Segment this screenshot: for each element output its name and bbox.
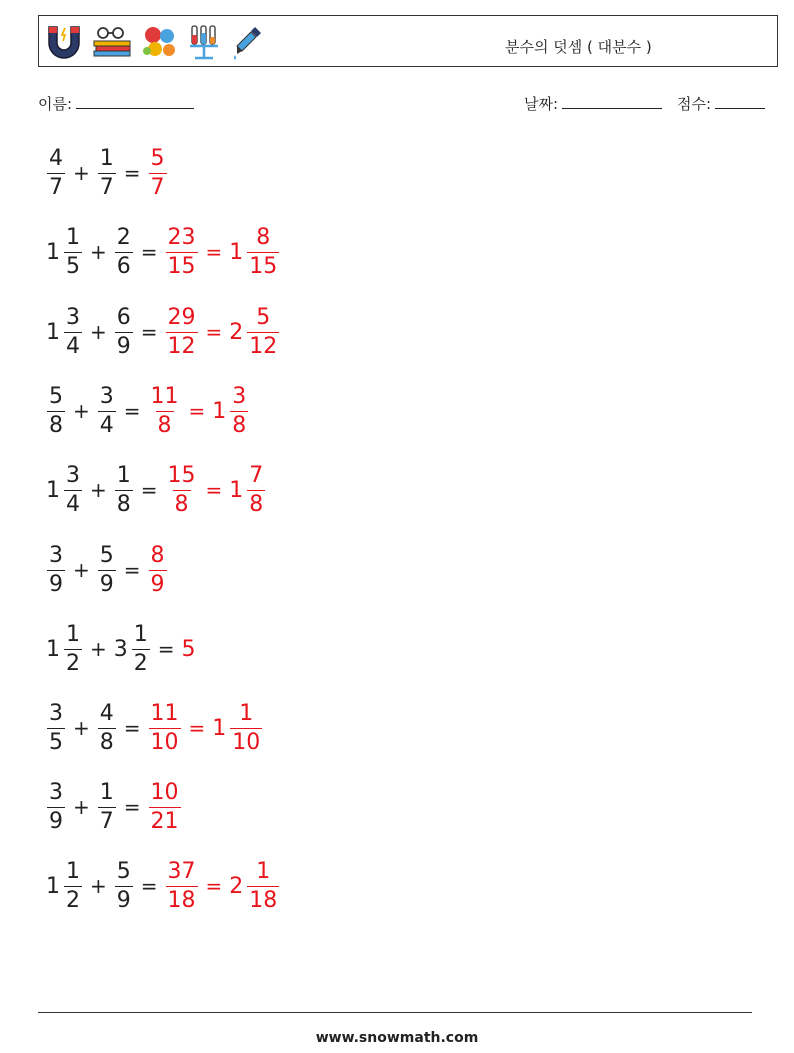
- answer-denominator: 9: [150, 571, 165, 597]
- answer-number: [227, 304, 282, 359]
- answer-denominator: 18: [167, 887, 196, 913]
- addend-b-denominator: 9: [116, 333, 131, 359]
- addend-b-denominator: 2: [133, 650, 148, 676]
- addend-b-fraction: [132, 621, 150, 676]
- answer-numerator: 10: [150, 779, 179, 805]
- plus-sign: +: [90, 240, 107, 264]
- answer-numerator: 11: [150, 700, 179, 726]
- addend-a-denominator: 5: [66, 253, 80, 279]
- answer-fraction: [166, 304, 198, 359]
- addend-b-denominator: 7: [99, 808, 114, 834]
- addend-a-fraction: [47, 700, 65, 755]
- addend-b-numerator: 4: [99, 700, 114, 726]
- date-field: [524, 93, 662, 114]
- addend-b-number: [112, 462, 136, 517]
- problem-row: [44, 614, 197, 684]
- plus-sign: +: [90, 478, 107, 502]
- addend-a-number: [44, 462, 85, 517]
- addend-a-number: [44, 383, 68, 438]
- addend-b-number: [95, 779, 119, 834]
- equals-sign: =: [157, 637, 175, 661]
- addend-a-number: [44, 542, 68, 597]
- addend-a-denominator: 2: [66, 887, 80, 913]
- addend-a-denominator: 4: [66, 333, 80, 359]
- glasses-books-icon: [91, 23, 133, 61]
- addend-b-number: [112, 621, 153, 676]
- equals-sign: =: [123, 399, 141, 423]
- addend-b-number: [112, 858, 136, 913]
- answer: [163, 858, 283, 913]
- addend-a-whole: 1: [46, 477, 60, 503]
- problem-row: [44, 535, 170, 605]
- answer-numerator: 1: [256, 858, 271, 884]
- answer-fraction: [149, 700, 181, 755]
- answer-equals-sign: =: [205, 240, 223, 264]
- name-blank[interactable]: [76, 94, 194, 109]
- addend-b-fraction: [115, 858, 133, 913]
- answer-fraction: [149, 542, 167, 597]
- addend-a-fraction: [64, 462, 82, 517]
- score-blank[interactable]: [715, 94, 765, 109]
- answer-denominator: 15: [249, 253, 278, 279]
- addend-b-numerator: 1: [99, 779, 114, 805]
- plus-sign: +: [90, 874, 107, 898]
- equals-sign: =: [140, 320, 158, 344]
- problem-row: [44, 772, 184, 842]
- addend-b-numerator: 1: [133, 621, 148, 647]
- answer: [163, 462, 269, 517]
- addend-b-number: [112, 224, 136, 279]
- answer-fraction: [149, 779, 181, 834]
- answer-denominator: 10: [232, 729, 261, 755]
- addend-a-denominator: 5: [49, 729, 63, 755]
- answer-numerator: 8: [150, 542, 165, 568]
- problem-row: [44, 851, 282, 921]
- answer-equals-sign: =: [205, 478, 223, 502]
- answer-number: [163, 304, 201, 359]
- addend-b-denominator: 8: [99, 729, 114, 755]
- answer-numerator: 5: [150, 145, 165, 171]
- addend-a-numerator: 3: [49, 542, 63, 568]
- answer-equals-sign: =: [205, 320, 223, 344]
- addend-a-numerator: 1: [66, 621, 80, 647]
- name-label: 이름:: [38, 95, 73, 113]
- answer-equals-sign: =: [188, 716, 206, 740]
- addend-a-number: [44, 779, 68, 834]
- answer-number: [180, 637, 197, 662]
- answer: [146, 779, 184, 834]
- answer-number: [146, 145, 170, 200]
- addend-b-number: [95, 700, 119, 755]
- answer-numerator: 37: [167, 858, 196, 884]
- answer-fraction: [230, 700, 262, 755]
- answer-number: [210, 700, 265, 755]
- addend-b-numerator: 1: [116, 462, 131, 488]
- answer: [146, 383, 252, 438]
- answer-fraction: [247, 224, 279, 279]
- addend-a-whole: 1: [46, 319, 60, 345]
- answer-equals-sign: =: [188, 399, 206, 423]
- answer: [163, 304, 283, 359]
- answer-whole: 1: [212, 715, 227, 741]
- answer-numerator: 8: [256, 224, 271, 250]
- answer-number: [227, 224, 282, 279]
- addend-b-denominator: 8: [116, 491, 131, 517]
- answer: [180, 637, 197, 662]
- addend-a-number: [44, 858, 85, 913]
- problem-row: [44, 376, 251, 446]
- plus-sign: +: [90, 637, 107, 661]
- answer-numerator: 11: [150, 383, 179, 409]
- plus-sign: +: [73, 558, 90, 582]
- equals-sign: =: [123, 558, 141, 582]
- answer-fraction: [166, 858, 198, 913]
- problem-row: [44, 138, 170, 208]
- addend-b-fraction: [98, 542, 116, 597]
- dropper-icon: [229, 23, 265, 61]
- addend-a-fraction: [47, 145, 65, 200]
- addend-a-denominator: 9: [49, 571, 63, 597]
- answer: [146, 145, 170, 200]
- answer-fraction: [149, 145, 167, 200]
- answer-denominator: 21: [150, 808, 179, 834]
- addend-a-numerator: 1: [66, 224, 80, 250]
- equals-sign: =: [123, 161, 141, 185]
- plus-sign: +: [90, 320, 107, 344]
- problem-row: [44, 297, 282, 367]
- answer-fraction: [247, 304, 279, 359]
- plus-sign: +: [73, 399, 90, 423]
- addend-a-number: [44, 621, 85, 676]
- answer-whole: 1: [229, 477, 244, 503]
- addend-b-numerator: 5: [116, 858, 131, 884]
- addend-a-denominator: 8: [49, 412, 63, 438]
- equals-sign: =: [140, 240, 158, 264]
- addend-a-whole: 1: [46, 873, 60, 899]
- problem-row: [44, 217, 282, 287]
- addend-a-number: [44, 304, 85, 359]
- header-icons: [45, 22, 265, 62]
- answer: [146, 700, 266, 755]
- addend-a-numerator: 5: [49, 383, 63, 409]
- answer-denominator: 8: [174, 491, 189, 517]
- plus-sign: +: [73, 161, 90, 185]
- answer-denominator: 15: [167, 253, 196, 279]
- equals-sign: =: [140, 874, 158, 898]
- answer-whole: 5: [181, 636, 196, 662]
- addend-b-number: [95, 145, 119, 200]
- footer-url: www.snowmath.com: [315, 1030, 479, 1046]
- addend-b-numerator: 2: [116, 224, 131, 250]
- addend-b-numerator: 3: [99, 383, 114, 409]
- addend-a-numerator: 3: [49, 779, 63, 805]
- equals-sign: =: [140, 478, 158, 502]
- answer-number: [163, 462, 201, 517]
- answer-number: [146, 779, 184, 834]
- answer-denominator: 12: [249, 333, 278, 359]
- addend-a-denominator: 7: [49, 174, 63, 200]
- test-tubes-icon: [187, 23, 221, 61]
- addend-b-numerator: 6: [116, 304, 131, 330]
- addend-b-numerator: 1: [99, 145, 114, 171]
- addend-b-denominator: 9: [116, 887, 131, 913]
- addend-b-fraction: [98, 779, 116, 834]
- addend-b-fraction: [98, 145, 116, 200]
- answer-numerator: 23: [167, 224, 196, 250]
- footer-divider: [38, 1012, 752, 1013]
- addend-a-numerator: 4: [49, 145, 63, 171]
- addend-a-fraction: [64, 858, 82, 913]
- addend-a-numerator: 3: [66, 462, 80, 488]
- answer-denominator: 10: [150, 729, 179, 755]
- answer: [163, 224, 283, 279]
- answer-numerator: 15: [167, 462, 196, 488]
- answer-fraction: [230, 383, 248, 438]
- problem-row: [44, 693, 265, 763]
- addend-b-denominator: 4: [99, 412, 114, 438]
- answer-number: [146, 542, 170, 597]
- answer-number: [146, 383, 184, 438]
- equals-sign: =: [123, 716, 141, 740]
- answer-fraction: [166, 224, 198, 279]
- addend-b-number: [95, 383, 119, 438]
- addend-b-denominator: 6: [116, 253, 131, 279]
- addend-a-number: [44, 145, 68, 200]
- addend-a-fraction: [64, 224, 82, 279]
- addend-a-whole: 1: [46, 636, 60, 662]
- addend-b-numerator: 5: [99, 542, 114, 568]
- addend-a-numerator: 1: [66, 858, 80, 884]
- answer-fraction: [149, 383, 181, 438]
- addend-a-numerator: 3: [66, 304, 80, 330]
- addend-a-number: [44, 700, 68, 755]
- answer-numerator: 5: [256, 304, 271, 330]
- answer-whole: 1: [212, 398, 227, 424]
- answer-whole: 2: [229, 319, 244, 345]
- answer-fraction: [166, 462, 198, 517]
- addend-a-fraction: [64, 304, 82, 359]
- answer-fraction: [247, 858, 279, 913]
- worksheet-title: 분수의 덧셈 ( 대분수 ): [505, 38, 652, 56]
- addend-a-whole: 1: [46, 239, 60, 265]
- name-field: [38, 93, 194, 114]
- equals-sign: =: [123, 795, 141, 819]
- addend-a-number: [44, 224, 85, 279]
- answer-number: [163, 224, 201, 279]
- answer-denominator: 12: [167, 333, 196, 359]
- molecule-icon: [141, 23, 179, 61]
- answer-whole: 1: [229, 239, 244, 265]
- addend-a-fraction: [47, 383, 65, 438]
- score-field: [677, 93, 765, 114]
- addend-b-number: [112, 304, 136, 359]
- answer-whole: 2: [229, 873, 244, 899]
- answer: [146, 542, 170, 597]
- date-label: 날짜:: [524, 95, 559, 113]
- addend-a-denominator: 2: [66, 650, 80, 676]
- answer-number: [227, 462, 268, 517]
- addend-a-fraction: [47, 779, 65, 834]
- answer-number: [163, 858, 201, 913]
- answer-numerator: 7: [249, 462, 264, 488]
- date-blank[interactable]: [562, 94, 662, 109]
- answer-numerator: 3: [232, 383, 247, 409]
- answer-numerator: 29: [167, 304, 196, 330]
- addend-b-fraction: [115, 224, 133, 279]
- addend-b-fraction: [115, 304, 133, 359]
- answer-denominator: 18: [249, 887, 278, 913]
- problem-row: [44, 455, 268, 525]
- plus-sign: +: [73, 716, 90, 740]
- plus-sign: +: [73, 795, 90, 819]
- answer-number: [227, 858, 282, 913]
- score-label: 점수:: [677, 95, 712, 113]
- worksheet-header: [38, 15, 778, 67]
- answer-number: [210, 383, 251, 438]
- addend-b-whole: 3: [113, 636, 128, 662]
- addend-a-numerator: 3: [49, 700, 63, 726]
- answer-denominator: 8: [249, 491, 264, 517]
- answer-number: [146, 700, 184, 755]
- addend-b-denominator: 7: [99, 174, 114, 200]
- addend-a-fraction: [64, 621, 82, 676]
- answer-equals-sign: =: [205, 874, 223, 898]
- addend-a-denominator: 4: [66, 491, 80, 517]
- answer-numerator: 1: [239, 700, 254, 726]
- addend-b-fraction: [115, 462, 133, 517]
- addend-b-fraction: [98, 700, 116, 755]
- addend-a-denominator: 9: [49, 808, 63, 834]
- answer-denominator: 8: [157, 412, 172, 438]
- addend-b-denominator: 9: [99, 571, 114, 597]
- answer-denominator: 8: [232, 412, 247, 438]
- answer-fraction: [247, 462, 265, 517]
- addend-b-fraction: [98, 383, 116, 438]
- magnet-icon: [45, 23, 83, 61]
- addend-b-number: [95, 542, 119, 597]
- addend-a-fraction: [47, 542, 65, 597]
- answer-denominator: 7: [150, 174, 165, 200]
